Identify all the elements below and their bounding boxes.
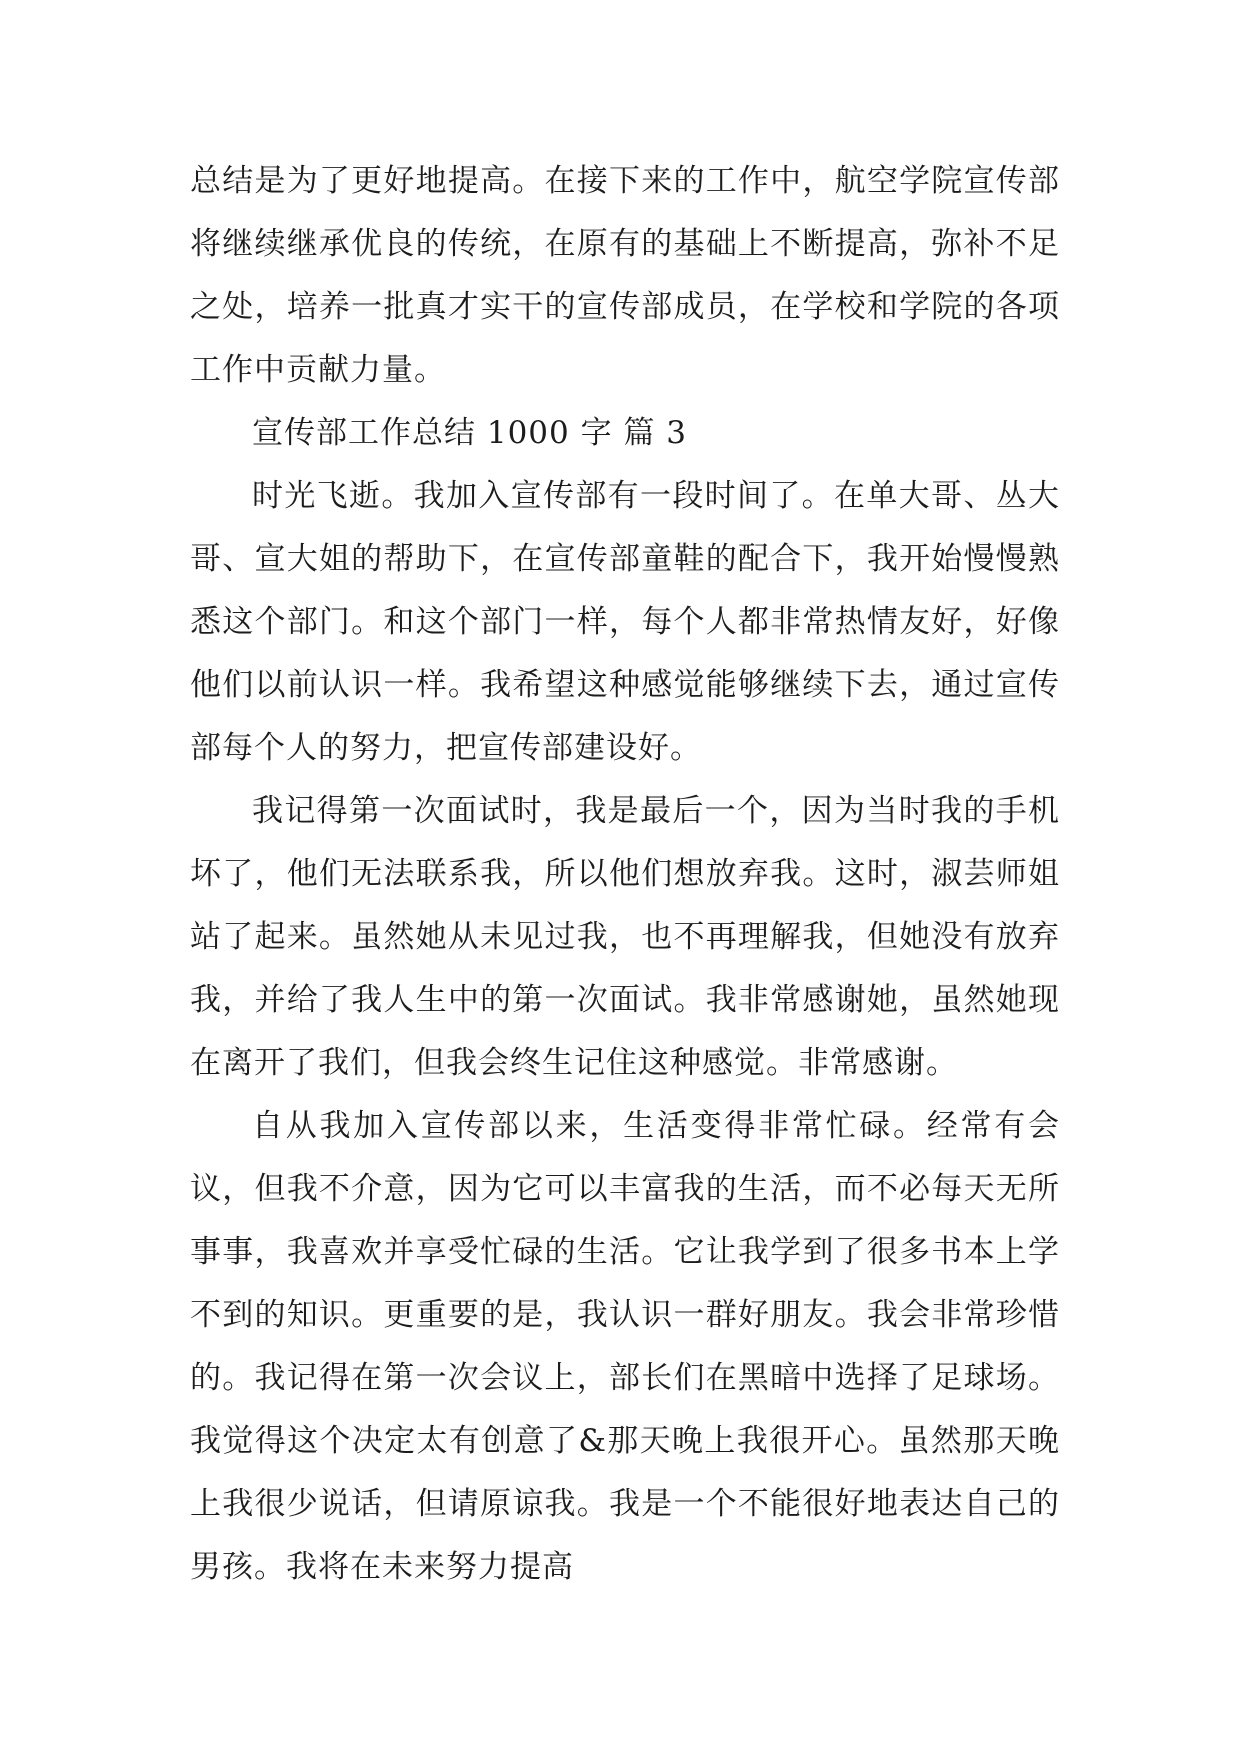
body-paragraph-2: 我记得第一次面试时，我是最后一个，因为当时我的手机坏了，他们无法联系我，所以他们想放弃我。这时，淑芸师姐站了起来。虽然她从未见过我，也不再理解我，但她没有放弃我，并给了我人生中的第一次面试。我非常感谢她，虽然她现在离开了我们，但我会终生记住这种感觉。非常感谢。 [190, 793, 1060, 1081]
body-paragraph-3: 自从我加入宣传部以来，生活变得非常忙碌。经常有会议，但我不介意，因为它可以丰富我的生活，而不必每天无所事事，我喜欢并享受忙碌的生活。它让我学到了很多书本上学不到的知识。更重要的是，我认识一群好朋友。我会非常珍惜的。我记得在第一次会议上，部长们在黑暗中选择了足球场。我觉得这个决定太有创意了&那天晚上我很开心。虽然那天晚上我很少说话，但请原谅我。我是一个不能很好地表达自己的男孩。我将在未来努力提高 [190, 1108, 1060, 1585]
document-body [190, 150, 1060, 1599]
section-heading: 宣传部工作总结 1000 字 篇 3 [252, 415, 688, 451]
body-paragraph-1: 时光飞逝。我加入宣传部有一段时间了。在单大哥、丛大哥、宣大姐的帮助下，在宣传部童鞋的配合下，我开始慢慢熟悉这个部门。和这个部门一样，每个人都非常热情友好，好像他们以前认识一样。我希望这种感觉能够继续下去，通过宣传部每个人的努力，把宣传部建设好。 [190, 478, 1060, 766]
intro-paragraph: 总结是为了更好地提高。在接下来的工作中，航空学院宣传部将继续继承优良的传统，在原有的基础上不断提高，弥补不足之处，培养一批真才实干的宣传部成员，在学校和学院的各项工作中贡献力量。 [190, 163, 1060, 388]
